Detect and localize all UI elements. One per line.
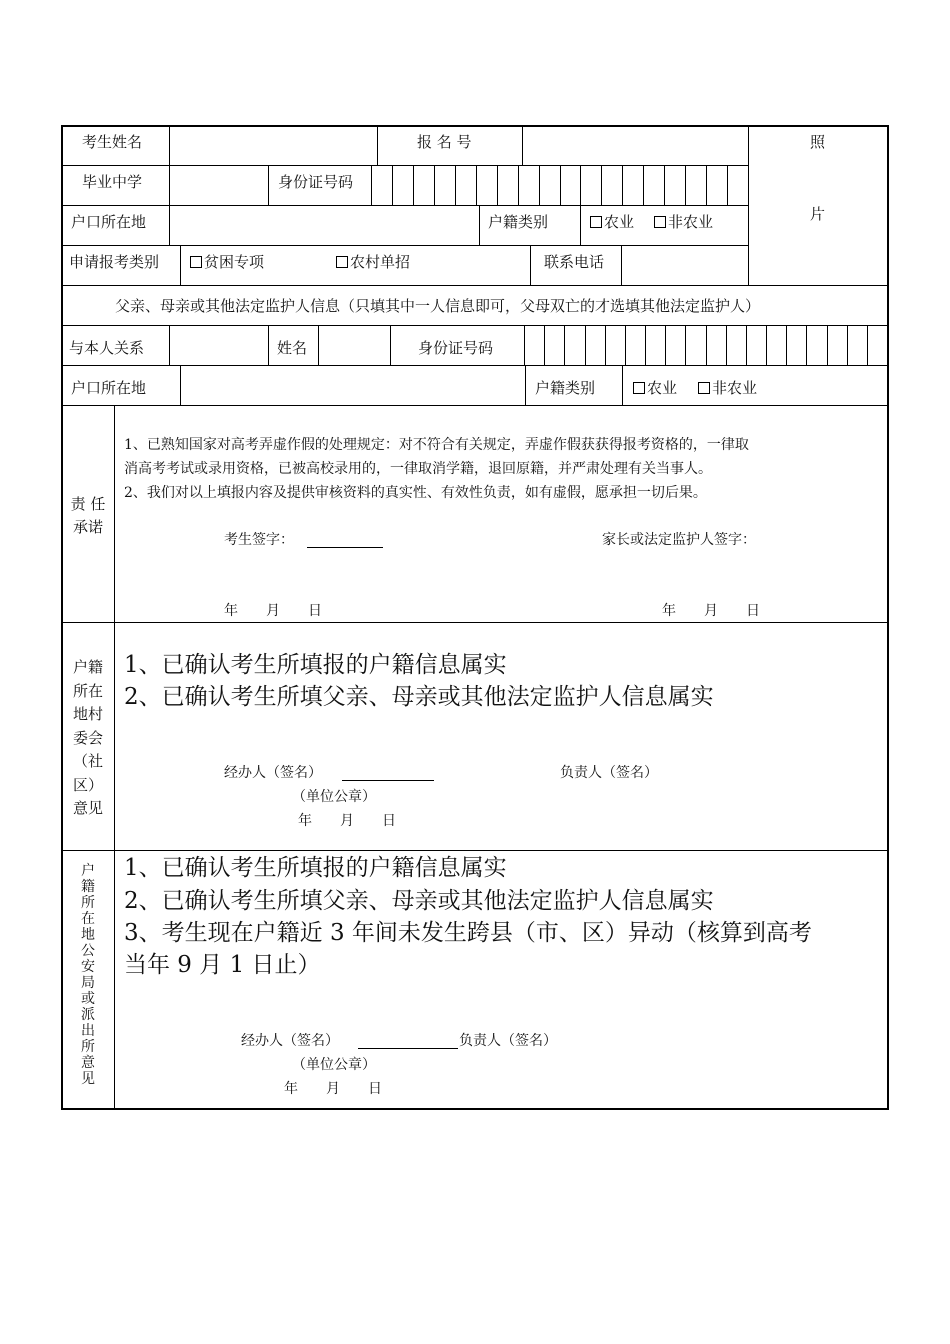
hukou-label: 户口所在地 — [71, 213, 147, 231]
id-digit-divider — [524, 325, 525, 365]
row-line — [61, 245, 748, 246]
police-item-1: 1、已确认考生所填报的户籍信息属实 — [124, 855, 507, 881]
police-date: 年 月 日 — [284, 1081, 382, 1097]
id-digit-divider — [539, 165, 540, 205]
id-digit-divider — [766, 325, 767, 365]
id-digit-divider — [643, 165, 644, 205]
promise-line-2: 消高考考试或录用资格，已被高校录用的，一律取消学籍，退回原籍，并严肃处理有关当事人。 — [124, 461, 712, 477]
id-digit-divider — [665, 325, 666, 365]
id-digit-divider — [564, 325, 565, 365]
guardian-id-label: 身份证号码 — [418, 339, 494, 357]
cell-divider — [169, 165, 170, 205]
police-item-2: 2、已确认考生所填父亲、母亲或其他法定监护人信息属实 — [124, 888, 714, 914]
row-line — [61, 405, 889, 406]
school-label: 毕业中学 — [82, 173, 143, 191]
apply-category-label: 申请报考类别 — [69, 253, 160, 271]
guardian-option-non-agricultural[interactable] — [698, 379, 757, 397]
village-handler-label: 经办人（签名） — [224, 765, 322, 781]
cell-divider — [169, 205, 170, 245]
student-name-label: 考生姓名 — [82, 133, 143, 151]
id-digit-divider — [748, 165, 749, 205]
police-handler-line[interactable] — [358, 1048, 458, 1049]
cell-divider — [580, 205, 581, 245]
id-digit-divider — [371, 165, 372, 205]
relation-label: 与本人关系 — [69, 339, 145, 357]
id-digit-divider — [645, 325, 646, 365]
option-poverty-special-text: 贫困专项 — [204, 253, 265, 271]
guardian-option-agricultural[interactable] — [633, 379, 677, 397]
checkbox-icon — [590, 216, 602, 228]
student-signature-label: 考生签字： — [224, 532, 294, 548]
option-poverty-special[interactable] — [190, 253, 264, 271]
id-digit-divider — [847, 325, 848, 365]
id-digit-divider — [726, 325, 727, 365]
cell-divider — [180, 245, 181, 285]
option-agricultural-text: 农业 — [604, 213, 635, 231]
id-digit-divider — [625, 325, 626, 365]
option-rural-recruit[interactable] — [336, 253, 410, 271]
cell-divider — [268, 325, 269, 365]
id-digit-divider — [727, 165, 728, 205]
id-digit-divider — [786, 325, 787, 365]
id-digit-divider — [413, 165, 414, 205]
guardian-option-agricultural-text: 农业 — [647, 379, 678, 397]
photo-divider — [748, 125, 749, 285]
id-digit-divider — [887, 325, 888, 365]
photo-label-char2: 片 — [810, 205, 826, 223]
cell-divider — [530, 245, 531, 285]
row-line — [61, 285, 889, 286]
row-line — [61, 365, 889, 366]
cell-divider — [169, 325, 170, 365]
guardian-hukou-field[interactable] — [182, 367, 524, 404]
id-digit-divider — [585, 325, 586, 365]
guardian-name-label: 姓名 — [277, 339, 308, 357]
id-digit-divider — [827, 325, 828, 365]
cell-divider — [479, 205, 480, 245]
guardian-id-number-grid[interactable] — [524, 325, 887, 365]
police-item-3a: 3、考生现在户籍近 3 年间未发生跨县（市、区）异动（核算到高考 — [124, 920, 812, 946]
cell-divider — [180, 365, 181, 405]
hukou-address-field[interactable] — [171, 207, 478, 244]
guardian-hukou-type-label: 户籍类别 — [535, 379, 596, 397]
police-seal-label: （单位公章） — [292, 1057, 376, 1073]
id-digit-divider — [497, 165, 498, 205]
village-handler-line[interactable] — [342, 780, 434, 781]
village-item-1: 1、已确认考生所填报的户籍信息属实 — [124, 652, 507, 678]
student-signature-line[interactable] — [307, 547, 383, 548]
cell-divider — [390, 325, 391, 365]
cell-divider — [318, 325, 319, 365]
id-digit-divider — [867, 325, 868, 365]
border-left — [61, 125, 63, 1110]
checkbox-icon — [654, 216, 666, 228]
id-number-label: 身份证号码 — [278, 173, 354, 191]
id-digit-divider — [706, 325, 707, 365]
id-digit-divider — [746, 325, 747, 365]
guardian-hukou-label: 户口所在地 — [71, 379, 147, 397]
guardian-section-title: 父亲、母亲或其他法定监护人信息（只填其中一人信息即可，父母双亡的才选填其他法定监护人） — [115, 297, 761, 315]
village-seal-label: （单位公章） — [292, 789, 376, 805]
registration-number-field[interactable] — [524, 127, 747, 164]
id-digit-divider — [685, 165, 686, 205]
hukou-type-label: 户籍类别 — [488, 213, 549, 231]
border-right — [887, 125, 889, 1110]
village-date: 年 月 日 — [298, 813, 396, 829]
police-leader-label: 负责人（签名） — [459, 1033, 557, 1049]
cell-divider — [522, 125, 523, 165]
option-rural-recruit-text: 农村单招 — [350, 253, 411, 271]
promise-label: 责 任 承诺 — [70, 495, 106, 536]
checkbox-icon — [698, 382, 710, 394]
id-digit-divider — [560, 165, 561, 205]
village-opinion-label: 户籍所在地村委会（社区）意见 — [72, 658, 103, 817]
row-line — [61, 205, 748, 206]
id-digit-divider — [685, 325, 686, 365]
id-digit-divider — [518, 165, 519, 205]
id-digit-divider — [476, 165, 477, 205]
cell-divider — [268, 165, 269, 205]
cell-divider — [377, 125, 378, 165]
checkbox-icon — [190, 256, 202, 268]
id-digit-divider — [664, 165, 665, 205]
registration-number-label: 报 名 号 — [417, 133, 472, 151]
photo-label-char1: 照 — [810, 133, 826, 151]
cell-divider — [525, 365, 526, 405]
student-name-field[interactable] — [171, 127, 376, 164]
phone-field[interactable] — [623, 247, 747, 284]
option-agricultural[interactable] — [590, 213, 634, 231]
village-item-2: 2、已确认考生所填父亲、母亲或其他法定监护人信息属实 — [124, 684, 714, 710]
parent-sign-date: 年 月 日 — [662, 603, 760, 619]
parent-signature-label: 家长或法定监护人签字： — [602, 532, 756, 548]
id-digit-divider — [392, 165, 393, 205]
id-digit-divider — [605, 325, 606, 365]
id-digit-divider — [622, 165, 623, 205]
relation-field[interactable] — [171, 327, 267, 364]
checkbox-icon — [633, 382, 645, 394]
id-digit-divider — [455, 165, 456, 205]
school-field[interactable] — [171, 167, 267, 204]
phone-label: 联系电话 — [544, 253, 605, 271]
promise-line-1: 1、已熟知国家对高考弄虚作假的处理规定：对不符合有关规定，弄虚作假获获得报考资格的，一律取 — [124, 437, 749, 453]
id-digit-divider — [580, 165, 581, 205]
checkbox-icon — [336, 256, 348, 268]
guardian-option-non-agricultural-text: 非农业 — [712, 379, 758, 397]
border-bottom — [61, 1108, 889, 1110]
label-column-divider — [114, 405, 115, 1110]
id-number-grid[interactable] — [371, 165, 748, 205]
row-line — [61, 622, 889, 623]
promise-line-3: 2、我们对以上填报内容及提供审核资料的真实性、有效性负责，如有虚假，愿承担一切后果。 — [124, 485, 707, 501]
police-handler-label: 经办人（签名） — [241, 1033, 339, 1049]
id-digit-divider — [806, 325, 807, 365]
option-non-agricultural-text: 非农业 — [668, 213, 714, 231]
police-opinion-label: 户籍所在地公安局或派出所意见 — [81, 863, 95, 1087]
cell-divider — [621, 245, 622, 285]
id-digit-divider — [434, 165, 435, 205]
student-sign-date: 年 月 日 — [224, 603, 322, 619]
id-digit-divider — [706, 165, 707, 205]
police-item-3b: 当年 9 月 1 日止） — [124, 952, 321, 978]
option-non-agricultural[interactable] — [654, 213, 713, 231]
guardian-name-field[interactable] — [320, 327, 389, 364]
id-digit-divider — [544, 325, 545, 365]
row-line — [61, 850, 889, 851]
village-leader-label: 负责人（签名） — [560, 765, 658, 781]
id-digit-divider — [601, 165, 602, 205]
cell-divider — [622, 365, 623, 405]
cell-divider — [169, 125, 170, 165]
